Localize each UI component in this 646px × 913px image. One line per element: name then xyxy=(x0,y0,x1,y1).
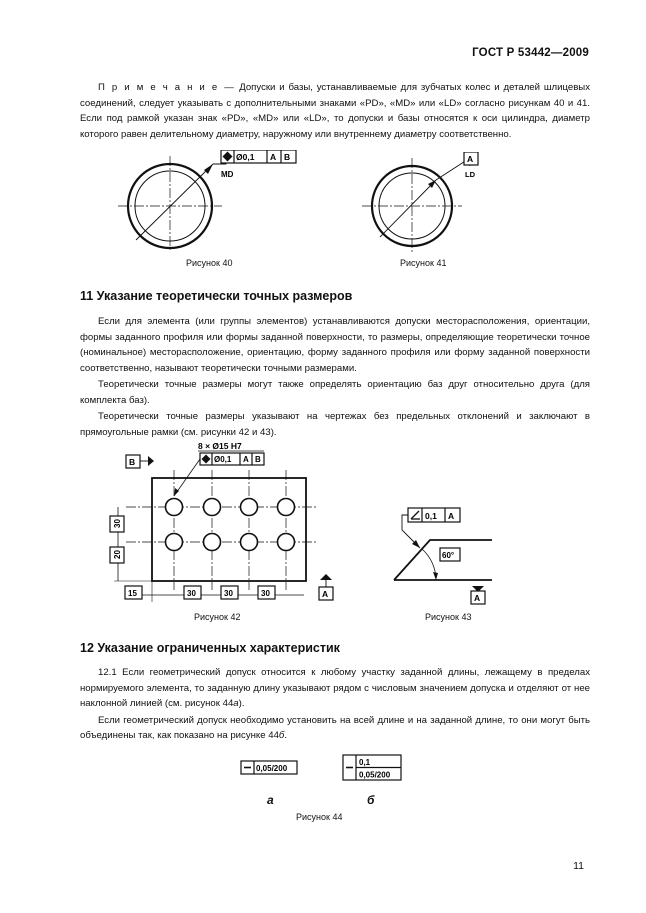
fig42-datum-a: A xyxy=(243,455,249,464)
fig42-dim-bottom-30: 30 xyxy=(224,589,233,598)
hole xyxy=(166,534,183,551)
section-12-title: 12 Указание ограниченных характеристик xyxy=(80,641,340,655)
note-paragraph xyxy=(80,80,590,142)
fig42-datum-a-label: A xyxy=(322,589,329,599)
section-11-body xyxy=(80,314,590,440)
note-label: П р и м е ч а н и е — xyxy=(98,82,236,93)
fig41-datum: A xyxy=(467,154,474,164)
hole xyxy=(241,499,258,516)
fig40-datum-b: B xyxy=(284,152,291,162)
section-11-paragraph: Теоретически точные размеры могут также определять ориентацию баз друг относительно друга (для комплекта баз). xyxy=(80,379,590,406)
fig40-caption: Рисунок 40 xyxy=(186,258,233,268)
fig42-datum-b-label: B xyxy=(129,457,136,467)
fig42-dim-left-30: 30 xyxy=(113,519,122,528)
hole xyxy=(278,499,295,516)
figure-42-drawing xyxy=(104,440,344,612)
figure-44a-frame xyxy=(240,760,300,776)
hole xyxy=(241,534,258,551)
fig44a-label: а xyxy=(267,793,274,807)
figure-44b-frame xyxy=(342,754,404,782)
hole xyxy=(278,534,295,551)
fig42-dim-bottom-30: 30 xyxy=(187,589,196,598)
fig42-hole-note: 8 × Ø15 H7 xyxy=(198,441,242,451)
fig42-dim-bottom-15: 15 xyxy=(128,589,137,598)
section-12-body xyxy=(80,665,590,744)
fig44b-label: б xyxy=(367,793,375,807)
fig40-datum-a: A xyxy=(270,152,277,162)
figure-41-drawing xyxy=(362,152,502,252)
fig43-angle: 60° xyxy=(442,551,455,560)
fig44-caption: Рисунок 44 xyxy=(296,812,343,822)
fig42-datum-b: B xyxy=(255,455,261,464)
fig44a-value: 0,05/200 xyxy=(256,764,288,773)
section-12-paragraph: Если геометрический допуск необходимо установить на всей длине и на заданной длине, то они могут быть объединены так, как показано на рисунке 44б. xyxy=(80,714,590,741)
hole xyxy=(204,534,221,551)
figure-40-drawing xyxy=(118,150,318,252)
fig40-tolerance: Ø0,1 xyxy=(236,152,255,162)
section-11-paragraph: Теоретически точные размеры указывают на чертежах без предельных отклонений и заключают в прямоугольные рамки (см. рисунки 42 и 43). xyxy=(80,411,590,438)
fig42-caption: Рисунок 42 xyxy=(194,612,241,622)
fig41-caption: Рисунок 41 xyxy=(400,258,447,268)
hole xyxy=(204,499,221,516)
fig44b-value-top: 0,1 xyxy=(359,758,371,767)
fig41-modifier: LD xyxy=(465,170,475,179)
page-number: 11 xyxy=(573,860,584,872)
fig43-tolerance: 0,1 xyxy=(425,511,437,521)
document-id: ГОСТ Р 53442—2009 xyxy=(472,47,589,59)
fig42-dim-left-20: 20 xyxy=(113,550,122,559)
section-12-paragraph: 12.1 Если геометрический допуск относится к любому участку заданной длины, лежащему в пределах нормируемого элемента, то заданную длину указывают рядом с числовым значением допуска и отделяют от нее наклонной линией (см. рисунок 44а). xyxy=(80,667,590,709)
fig42-tolerance: Ø0,1 xyxy=(214,455,232,464)
fig42-dim-bottom-30: 30 xyxy=(261,589,270,598)
figure-43-drawing xyxy=(382,500,522,606)
fig44b-value-bottom: 0,05/200 xyxy=(359,770,391,780)
fig43-datum: A xyxy=(448,511,455,521)
note-text: Допуски и базы, устанавливаемые для зубчатых колес и деталей шлицевых соединений, следует указывать с дополнительными знаками «PD», «MD» или «LD» согласно рисункам 40 и 41. Если под рамкой указан знак «PD», «MD» или «LD», то допуски и базы относятся к оси цилиндра, диаметр которого равен делительному диаметру, наружному или внутреннему диаметру соответственно. xyxy=(80,82,591,140)
section-11-paragraph: Если для элемента (или группы элементов) устанавливаются допуски месторасположения, ориентации, формы заданного профиля или формы заданной поверхности, то размеры, определяющие теоретически точное (номинальное) месторасположение, ориентацию, форму заданного профиля или форму заданной поверхности соответственно, называют теоретически точными размерами. xyxy=(80,316,590,374)
fig43-caption: Рисунок 43 xyxy=(425,612,472,622)
hole xyxy=(166,499,183,516)
fig43-datum-label: A xyxy=(474,593,481,603)
fig40-modifier: MD xyxy=(221,170,234,179)
section-11-title: 11 Указание теоретически точных размеров xyxy=(80,289,353,303)
